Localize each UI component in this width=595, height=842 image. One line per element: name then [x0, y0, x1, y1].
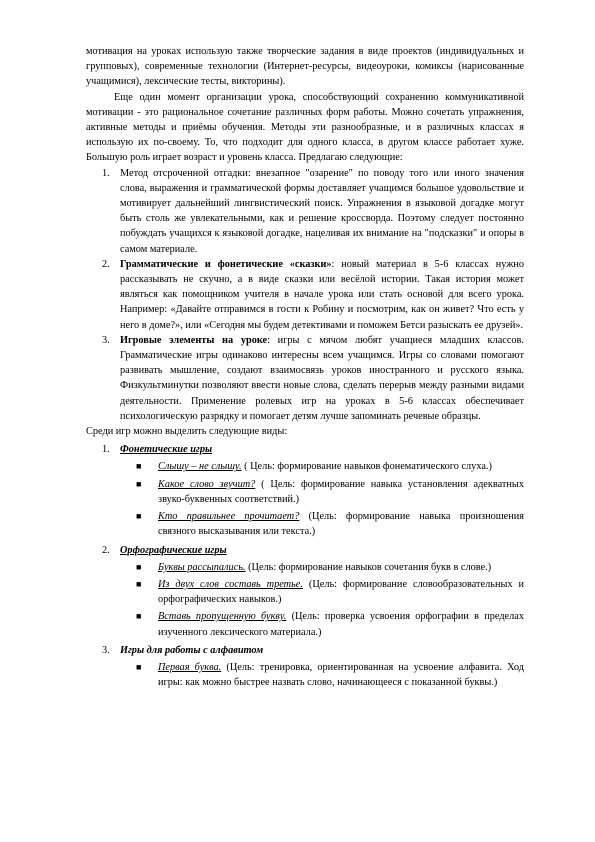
game-name: Из двух слов составь третье.: [158, 578, 303, 590]
game-name: Какое слово звучит?: [158, 478, 256, 490]
method-title: Грамматические и фонетические «сказки»: [120, 258, 332, 270]
method-text: : игры с мячом любят учащиеся младших классов. Грамматические игры одинаково интересны всем учащимся. Игры со словами помогают развивать мышление, создают взаимосвязь уроков иностранного и русского языка. Физкультминутки позволяют ввести новые слова, сделать перерыв между разными видами деятельности. Применение ролевых игр на уроках в 5-6 классах обеспечивает психологическую разрядку и помогает детям лучше запоминать речевые образцы.: [120, 334, 524, 422]
bullet-icon: ■: [136, 578, 142, 589]
game-name: Вставь пропущенную букву.: [158, 611, 287, 623]
bullet-icon: ■: [136, 561, 142, 572]
game-item: [86, 477, 524, 507]
game-name: Кто правильнее прочитает?: [158, 511, 300, 523]
paragraph-2: Еще один момент организации урока, способствующий сохранению коммуникативной мотивации - это рациональное сочетание различных форм работы. Можно сочетать упражнения, активные методы и приёмы обучения. Методы эти разнообразные, и в различных классах я использую их по-своему. То, что подходит для одного класса, в другом классе работает хуже. Большую роль играет возраст и уровень класса. Предлагаю следующие:: [86, 91, 524, 164]
game-name: Первая буква.: [158, 661, 222, 673]
bullet-icon: ■: [136, 461, 142, 472]
method-item: [86, 257, 524, 333]
game-item: [86, 577, 524, 607]
bullet-icon: ■: [136, 511, 142, 522]
game-group: [86, 442, 524, 539]
game-goal: (Цель: проверка усвоения орфографии в пределах изученного лексического материала.): [158, 611, 524, 638]
group-heading: [86, 543, 524, 558]
game-goal: ( Цель: формирование навыка установления адекватных звуко-буквенных соответствий.): [158, 478, 524, 505]
group-title: Фонетические игры: [120, 444, 213, 456]
game-group: [86, 543, 524, 640]
game-list: [86, 459, 524, 539]
list-number: 1.: [102, 167, 110, 179]
bullet-icon: ■: [136, 661, 142, 672]
game-list: [86, 560, 524, 640]
game-list: [86, 660, 524, 690]
group-heading: [86, 442, 524, 457]
group-title: Игры для работы с алфавитом: [120, 644, 264, 656]
game-name: Буквы рассыпались.: [158, 561, 246, 573]
list-number: 2.: [102, 258, 110, 270]
game-item: [86, 459, 524, 474]
method-item: [86, 166, 524, 257]
method-item: [86, 333, 524, 424]
method-title: Игровые элементы на уроке: [120, 334, 268, 346]
paragraph-1: мотивация на уроках использую также творческие задания в виде проектов (индивидуальных и групповых), современные технологии (Интернет-ресурсы, видеоуроки, комиксы (нарисованные учащимися), лексические тесты, викторины).: [86, 46, 524, 88]
list-number: 3.: [102, 644, 110, 656]
game-item: [86, 609, 524, 639]
game-goal: (Цель: формирование словообразовательных и орфографических навыков.): [158, 578, 525, 606]
game-goal: (Цель: формирование навыков сочетания букв в слове.): [245, 561, 492, 573]
group-heading: [86, 643, 524, 658]
list-number: 3.: [102, 334, 110, 346]
game-goal: (Цель: формирование навыка произношения связного высказывания или текста.): [158, 511, 524, 538]
methods-list: [86, 166, 524, 424]
method-text: Метод отсроченной отгадки: внезапное "озарение" по поводу того или иного значения слова, выражения и грамматической формы доставляет учащимся большое удовольствие и мотивирует дальнейший лингвистический поиск. Упражнения в языковой догадке могут быть столь же увлекательными, как и решение кроссворда. Поэтому следует постоянно побуждать учащихся к языковой догадке, нацеливая их внимание на "подсказки" и опоры в самом материале.: [120, 167, 524, 255]
list-number: 2.: [102, 544, 110, 556]
game-goal: ( Цель: формирование навыков фонематического слуха.): [241, 461, 492, 473]
game-item: [86, 660, 524, 690]
game-goal: (Цель: тренировка, ориентированная на усвоение алфавита. Ход игры: как можно быстрее назвать слово, начинающееся с показанной буквы.): [158, 661, 524, 689]
game-item: [86, 560, 524, 575]
paragraph-3: Среди игр можно выделить следующие виды:: [86, 426, 288, 438]
game-name: Слышу – не слышу.: [158, 461, 242, 473]
document-page: [86, 44, 524, 690]
method-text: : новый материал в 5-6 классах нужно рассказывать не скучно, а в виде сказки или весёлой истории. Такая история может являться как помощником учителя в начале урока или стать основой для всего урока. Например: «Давайте отправимся в гости к Робину и посмотрим, как он живет? Что есть у него в доме?», или «Сегодня мы будем детективами и поможем Бетси разыскать ее друзей».: [120, 258, 524, 331]
bullet-icon: ■: [136, 478, 142, 489]
bullet-icon: ■: [136, 611, 142, 622]
game-group: [86, 643, 524, 691]
game-item: [86, 509, 524, 539]
group-title: Орфографические игры: [120, 544, 227, 556]
list-number: 1.: [102, 444, 110, 456]
